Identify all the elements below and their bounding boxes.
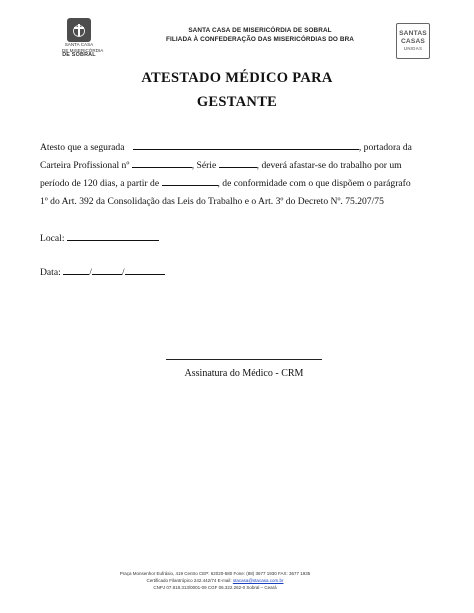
logo-right-line2: CASAS: [400, 38, 426, 45]
logo-text-line1: SANTA CASA: [64, 42, 94, 47]
date-year-field[interactable]: [125, 265, 165, 275]
paragraph-line-4: 1º do Art. 392 da Consolidação das Leis do Trabalho e o Art. 3º do Decreto Nº. 75.207/75: [40, 196, 384, 207]
local-label: Local:: [40, 233, 65, 244]
cross-emblem-icon: [67, 18, 91, 42]
local-field[interactable]: [67, 231, 159, 241]
text-carteira: Carteira Profissional nº: [40, 160, 130, 171]
institution-header: [120, 26, 400, 44]
santas-casas-unidas-logo: [396, 23, 430, 59]
certificate-paragraph: [40, 139, 436, 211]
document-subtitle: GESTANTE: [196, 94, 278, 110]
local-row: [40, 231, 159, 244]
segurada-name-field[interactable]: [133, 140, 359, 150]
santa-casa-logo: [62, 18, 104, 59]
carteira-number-field[interactable]: [132, 158, 192, 168]
date-month-field[interactable]: [92, 265, 122, 275]
date-separator: /: [121, 267, 125, 278]
footer-contact: [100, 570, 330, 591]
start-date-field[interactable]: [162, 176, 218, 186]
text-serie: , Série: [191, 160, 217, 171]
text-afastar: , deverá afastar-se do trabalho por um: [256, 160, 402, 171]
footer-certificate: [100, 577, 330, 584]
date-row: [40, 265, 165, 278]
footer-cnpj: CNPJ 07.818.313/0001-09 CGF 06.322.262-0 Sobral – Ceará: [153, 585, 277, 590]
footer-email-link[interactable]: stacasa@stacasa.com.br: [232, 578, 284, 583]
institution-affiliation: FILIADA À CONFEDERAÇÃO DAS MISERICÓRDIAS DO BRA: [165, 36, 355, 43]
paragraph-line-3: [40, 175, 436, 193]
footer-address: Praça Monsenhor Eufrásio, 419 Centro CEP: 62020-580 Fone: (88) 3677 1930 FAX: 3677 1935: [119, 571, 311, 576]
text-atesto: Atesto que a segurada: [40, 142, 125, 153]
logo-text-line3: DE SOBRAL: [62, 52, 96, 59]
date-day-field[interactable]: [63, 265, 89, 275]
institution-name: SANTA CASA DE MISERICÓRDIA DE SOBRAL: [188, 27, 332, 34]
text-conformidade: , de conformidade com o que dispõem o parágrafo: [217, 178, 411, 189]
date-label: Data:: [40, 267, 61, 278]
logo-right-line3: UNIDAS: [403, 45, 423, 51]
text-periodo: período de 120 dias, a partir de: [40, 178, 160, 189]
document-title: ATESTADO MÉDICO PARA: [141, 70, 333, 86]
serie-field[interactable]: [219, 158, 257, 168]
date-separator: /: [89, 267, 92, 278]
text-portadora: , portadora da: [358, 142, 412, 153]
signature-line[interactable]: [166, 359, 322, 360]
logo-right-line1: SANTAS: [399, 30, 427, 38]
paragraph-line-1: [40, 139, 436, 157]
signature-label: Assinatura do Médico - CRM: [184, 368, 304, 379]
logo-text-line2: DE MISERICÓRDIA: [62, 47, 104, 53]
paragraph-line-2: [40, 157, 436, 175]
footer-certificate-text: Certificado Filantrópico 242.442/74 E-mail:: [146, 578, 232, 583]
